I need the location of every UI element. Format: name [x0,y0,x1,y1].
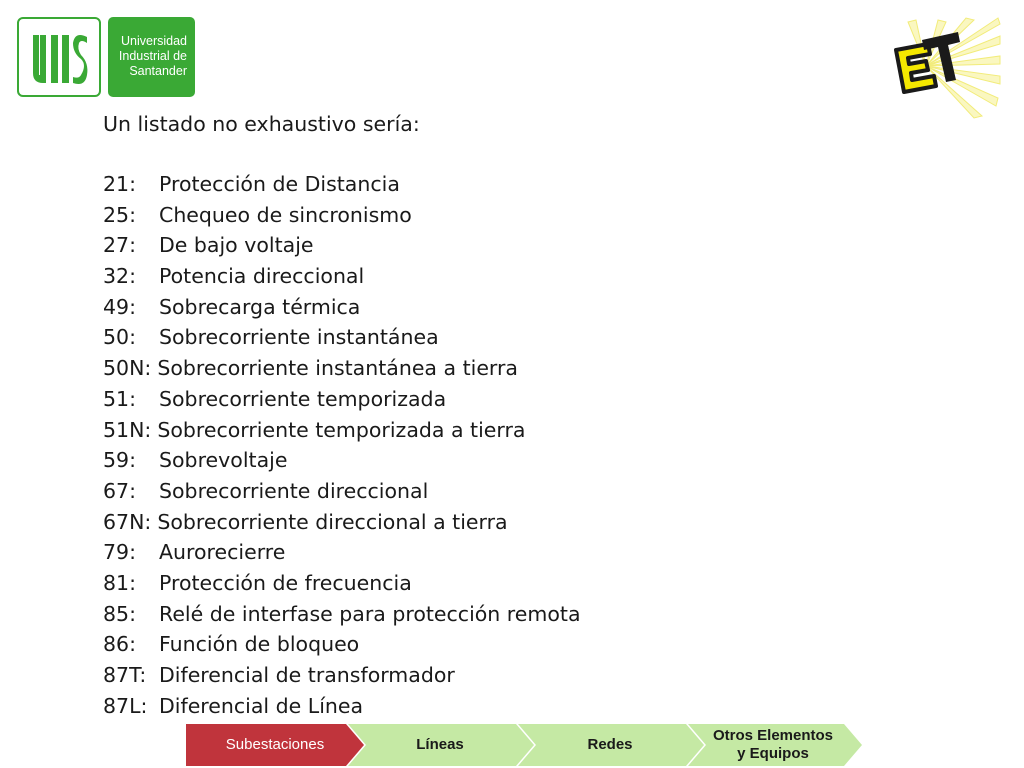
intro-text: Un listado no exhaustivo sería: [103,112,420,136]
function-label: Aurorecierre [159,540,286,565]
function-label: Chequeo de sincronismo [159,202,412,227]
nav-tab-otros-line1: Otros Elementos [712,727,834,744]
function-code: 81: [103,570,136,595]
list-item [103,261,803,292]
list-item [103,415,803,446]
list-item [103,445,803,476]
function-label: Protección de Distancia [159,172,400,196]
et-logo-icon [878,14,1002,120]
list-item [103,322,803,353]
function-label: Sobrecorriente temporizada a tierra [157,417,526,442]
function-label: Función de bloqueo [159,632,360,657]
uis-logo [17,17,195,99]
section-navigation [186,724,866,766]
nav-tab-otros-line2: y Equipos [737,745,809,762]
university-name-line1: Universidad [120,34,187,48]
list-item [103,384,803,415]
list-item [103,568,803,599]
university-name-line3: Santander [129,64,187,78]
function-label: Sobrecorriente instantánea a tierra [157,356,518,381]
function-code: 67N: [103,509,152,534]
function-label: Sobrecorriente direccional [159,478,429,503]
function-code: 86: [103,632,136,657]
university-name [108,17,195,97]
function-code: 32: [103,264,136,289]
function-label: Sobrevoltaje [159,448,288,473]
function-label: De bajo voltaje [159,233,314,258]
list-item [103,200,803,231]
function-code: 59: [103,448,136,473]
function-code: 49: [103,294,136,319]
function-label: Diferencial de transformador [159,663,455,687]
function-label: Protección de frecuencia [159,570,412,595]
list-item [103,476,803,507]
function-code: 85: [103,601,136,626]
function-label: Relé de interfase para protección remota [159,601,581,626]
function-label: Potencia direccional [159,264,365,289]
function-label: Sobrecarga térmica [159,294,361,319]
list-item [103,292,803,323]
function-label: Sobrecorriente temporizada [159,386,447,411]
function-code: 51: [103,386,136,411]
nav-tab-subestaciones[interactable]: Subestaciones [225,736,325,753]
function-code: 79: [103,540,136,565]
relay-function-list [103,169,803,721]
function-code: 67: [103,478,136,503]
nav-tab-otros-elementos[interactable] [702,724,844,766]
function-code: 51N: [103,417,152,442]
list-item [103,629,803,660]
list-item [103,691,803,722]
list-item [103,660,803,691]
list-item [103,599,803,630]
uis-mark-icon [17,17,101,97]
function-code: 27: [103,233,136,258]
list-item [103,230,803,261]
list-item [103,507,803,538]
university-name-line2: Industrial de [118,49,187,63]
function-code: 21: [103,172,136,196]
list-item [103,353,803,384]
function-label: Sobrecorriente instantánea [159,325,439,350]
list-item [103,537,803,568]
function-label: Sobrecorriente direccional a tierra [157,509,508,534]
list-item [103,169,803,200]
nav-tab-redes[interactable]: Redes [587,736,633,753]
function-code: 25: [103,202,136,227]
function-code: 87L: [103,693,148,718]
relay-functions-list-section [103,109,803,721]
function-code: 87T: [103,663,147,687]
function-label: Diferencial de Línea [159,693,364,718]
function-code: 50: [103,325,136,350]
nav-tab-lineas[interactable]: Líneas [416,736,464,753]
function-code: 50N: [103,356,152,381]
